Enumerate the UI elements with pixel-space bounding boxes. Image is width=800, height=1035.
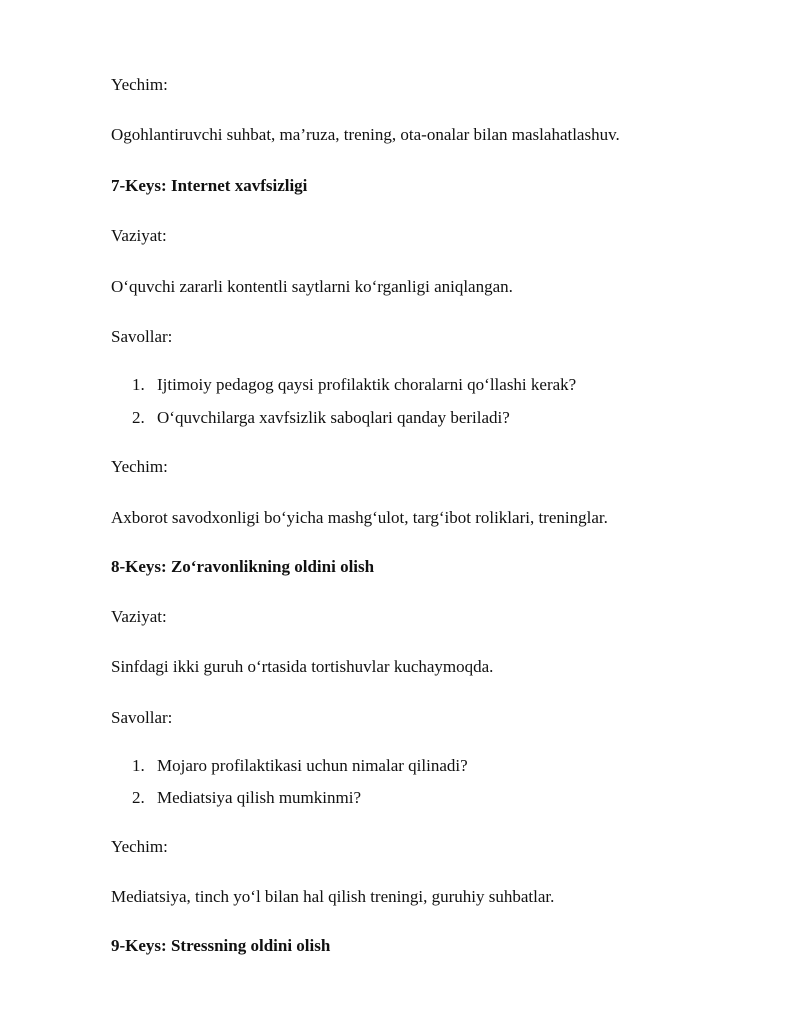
case-7-heading: 7-Keys: Internet xavfsizligi (111, 176, 308, 195)
list-item-number: 1. (132, 375, 145, 394)
solution-text: Mediatsiya, tinch yo‘l bilan hal qilish treningi, guruhiy suhbatlar. (111, 887, 555, 906)
solution-text: Axborot savodxonligi bo‘yicha mashg‘ulot, targ‘ibot roliklari, treninglar. (111, 508, 608, 527)
case-9-heading: 9-Keys: Stressning oldini olish (111, 936, 331, 955)
situation-label: Vaziyat: (111, 226, 167, 245)
list-item-text: Mediatsiya qilish mumkinmi? (157, 788, 361, 807)
list-item-text: O‘quvchilarga xavfsizlik saboqlari qanday beriladi? (157, 408, 510, 427)
solution-label: Yechim: (111, 837, 168, 856)
list-item-number: 1. (132, 756, 145, 775)
questions-label: Savollar: (111, 708, 173, 727)
list-item-number: 2. (132, 408, 145, 427)
situation-text: O‘quvchi zararli kontentli saytlarni ko‘rganligi aniqlangan. (111, 277, 513, 296)
list-item-text: Mojaro profilaktikasi uchun nimalar qilinadi? (157, 756, 468, 775)
solution-label: Yechim: (111, 457, 168, 476)
list-item-text: Ijtimoiy pedagog qaysi profilaktik choralarni qo‘llashi kerak? (157, 375, 577, 394)
situation-label: Vaziyat: (111, 607, 167, 626)
questions-label: Savollar: (111, 327, 173, 346)
situation-text: Sinfdagi ikki guruh o‘rtasida tortishuvlar kuchaymoqda. (111, 657, 494, 676)
case-8-heading: 8-Keys: Zo‘ravonlikning oldini olish (111, 557, 375, 576)
solution-text: Ogohlantiruvchi suhbat, ma’ruza, trening, ota-onalar bilan maslahatlashuv. (111, 125, 620, 144)
list-item-number: 2. (132, 788, 145, 807)
solution-label: Yechim: (111, 75, 168, 94)
